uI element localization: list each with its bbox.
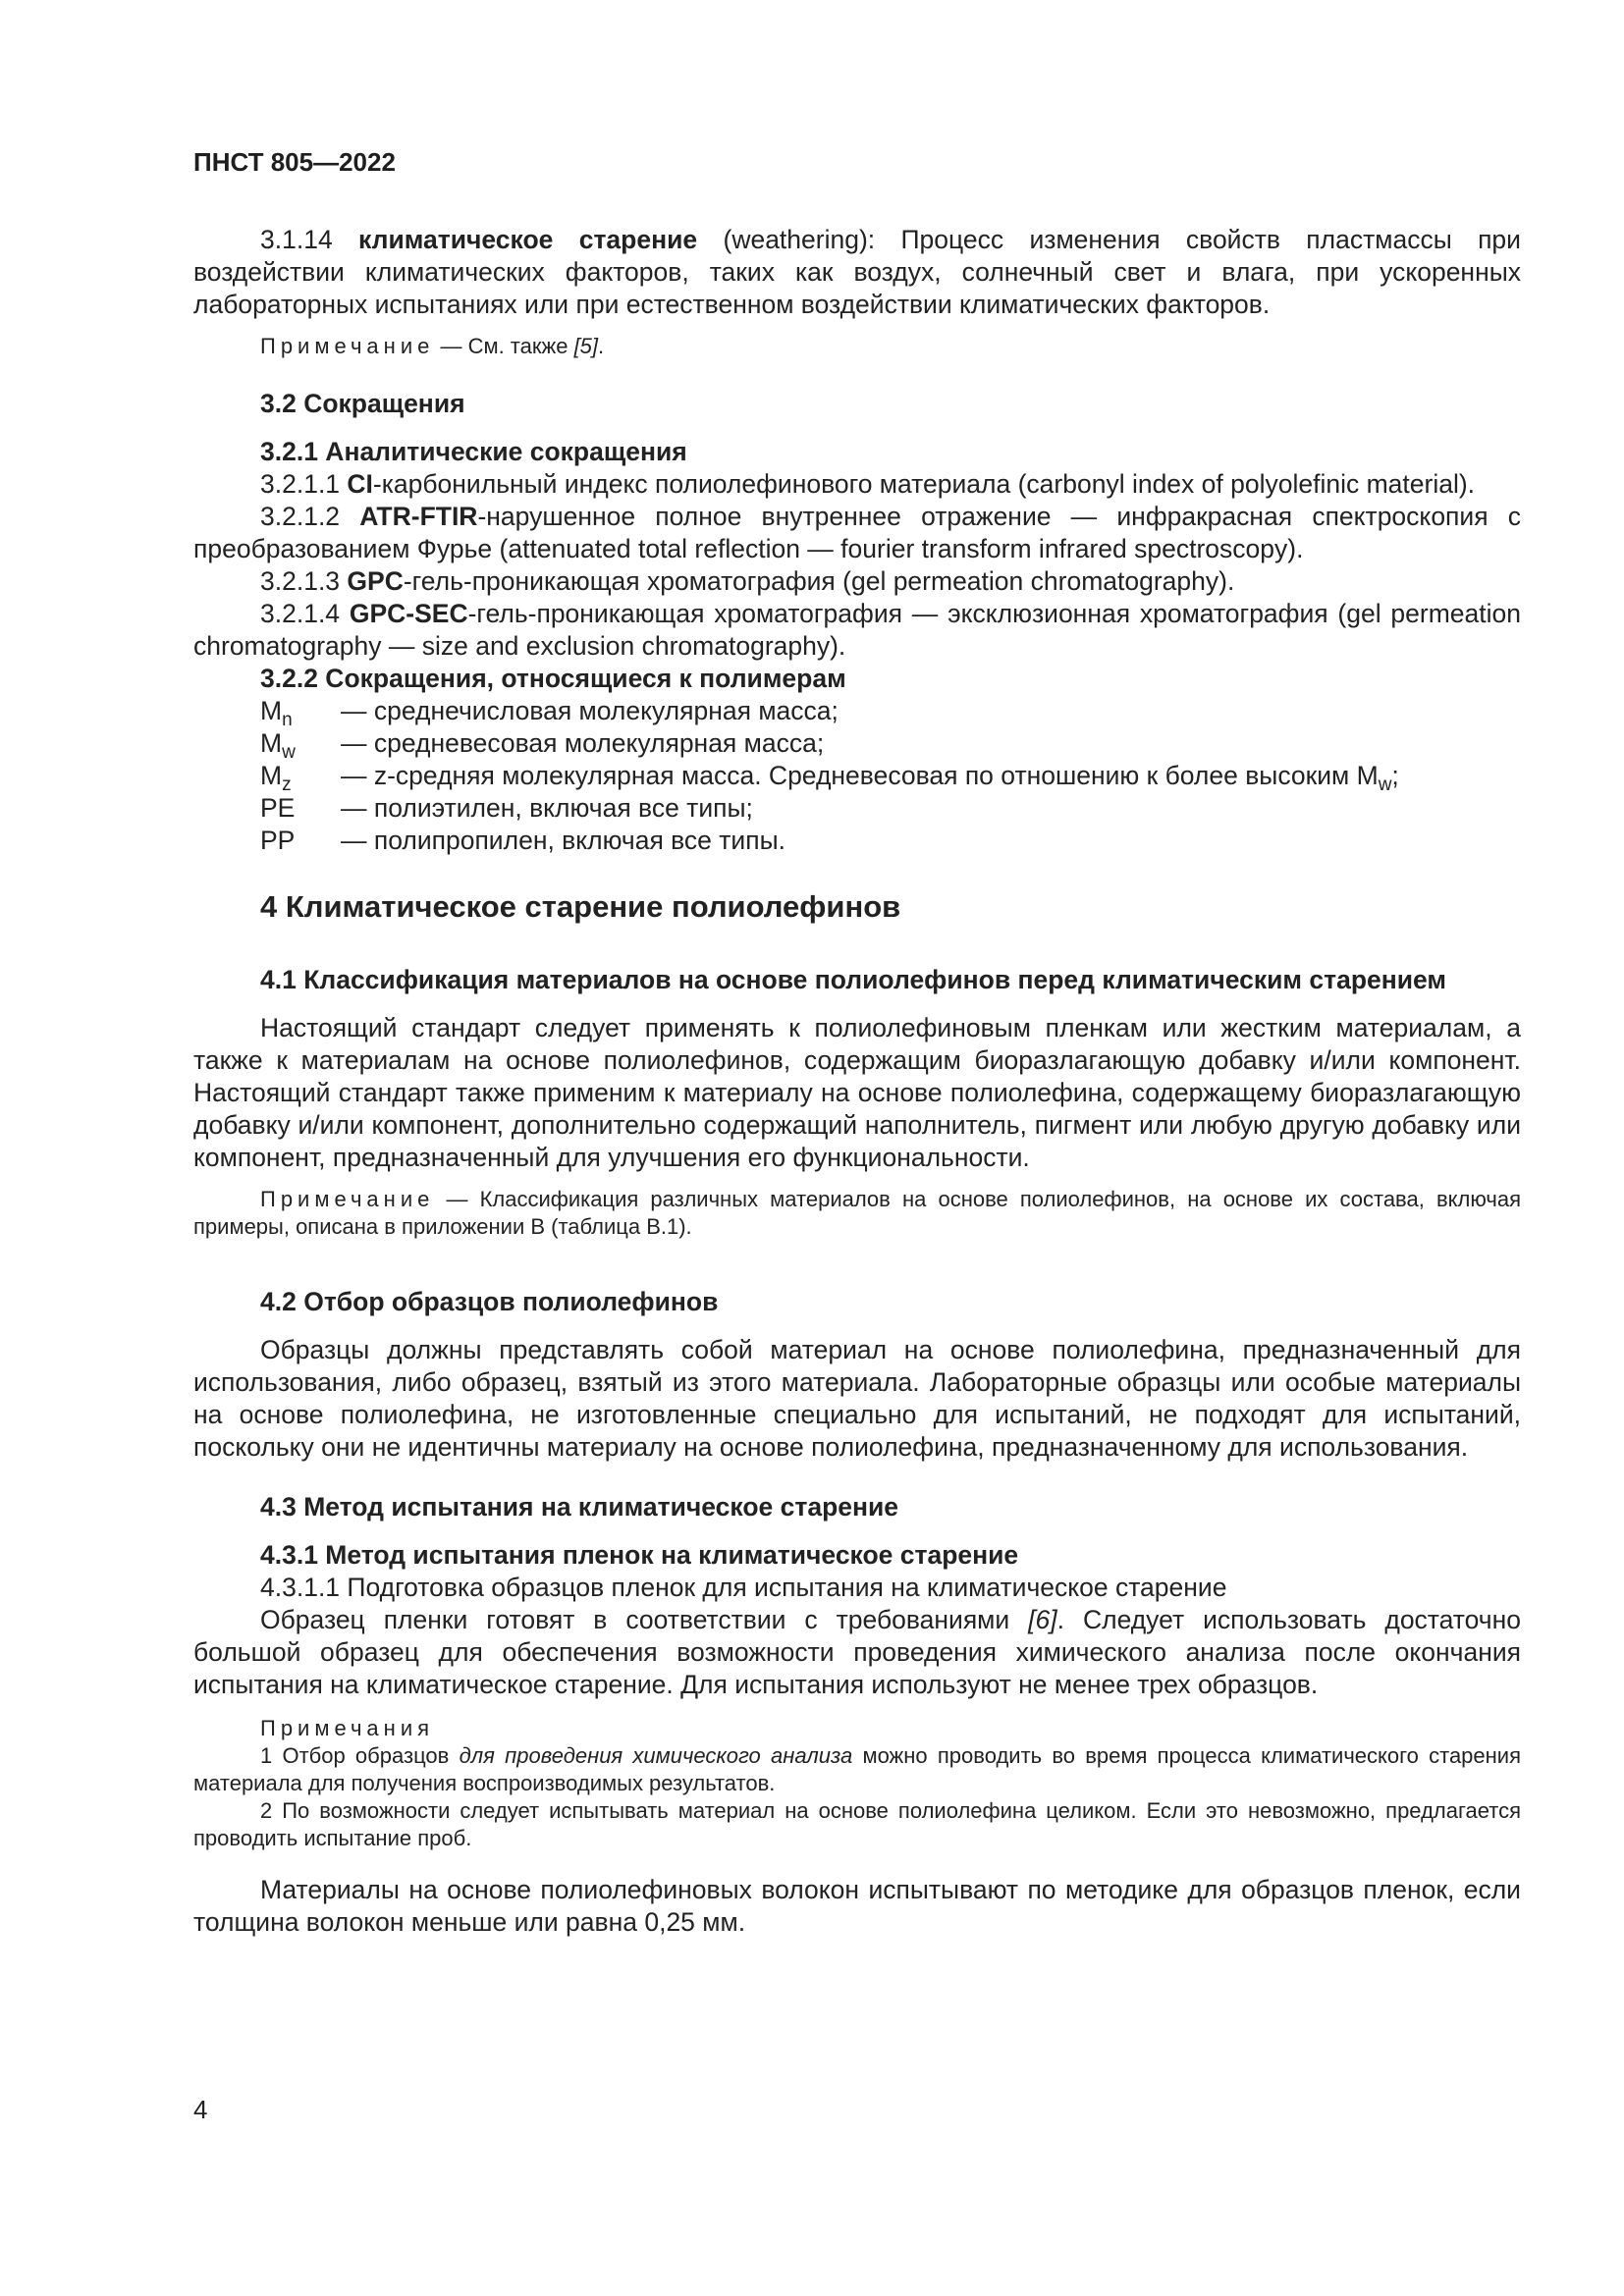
- heading-4-3: 4.3 Метод испытания на климатическое старение: [260, 1492, 899, 1522]
- list-item-main: — z-средняя молекулярная масса. Средневесовая по отношению к более высоким: [341, 761, 1357, 790]
- polymer-abbr-list: [193, 695, 1521, 857]
- symbol: [260, 727, 341, 763]
- page-content: [193, 224, 1521, 1939]
- note-label: Примечание: [260, 334, 435, 358]
- abbr-text: -карбонильный индекс полиолефинового материала (carbonyl index of polyolefinic material).: [372, 469, 1476, 499]
- list-item-text: — среднечисловая молекулярная масса;: [341, 696, 839, 725]
- paragraph-fiber: Материалы на основе полиолефиновых волокон испытывают по методике для образцов пленок, если толщина волокон меньше или равна 0,25 мм.: [193, 1875, 1521, 1937]
- note-end: .: [598, 334, 605, 358]
- heading-4-3-1: 4.3.1 Метод испытания пленок на климатическое старение: [260, 1540, 1019, 1570]
- document-code: ПНСТ 805—2022: [193, 147, 396, 177]
- list-item: [260, 825, 1521, 857]
- tail-end: ;: [1391, 761, 1399, 790]
- abbr: GPC: [347, 566, 404, 596]
- paragraph-4-3-1-1: 4.3.1.1 Подготовка образцов пленок для испытания на климатическое старение: [260, 1573, 1227, 1602]
- abbr-item: [193, 565, 1521, 598]
- symbol: [260, 792, 341, 825]
- abbr: CI: [347, 469, 373, 499]
- abbr-number: 3.2.1.1: [260, 469, 348, 499]
- definition: (weathering): Процесс изменения свойств пластмассы при воздействии климатических факторов, таких как воздух, солнечный свет и влага, при ускоренных лабораторных испытаниях или при естественном воздействии климатических факторов.: [193, 225, 1521, 319]
- note-label: Примечание: [260, 1187, 435, 1211]
- clause-3-1-14: [193, 224, 1521, 321]
- abbr-text: -нарушенное полное внутреннее отражение — инфракрасная спектроскопия с преобразованием Фурье (attenuated total reflection — fourier transform infrared spectroscopy).: [193, 502, 1522, 563]
- list-item-text: — полипропилен, включая все типы.: [341, 826, 785, 855]
- list-item: [260, 760, 1521, 795]
- symbol-sub: n: [282, 710, 293, 730]
- term: климатическое старение: [358, 225, 698, 254]
- heading-4: 4 Климатическое старение полиолефинов: [260, 889, 901, 924]
- list-item: [260, 695, 1521, 730]
- paragraph-4-2: Образцы должны представлять собой материал на основе полиолефина, предназначенный для использования, либо образец, взятый из этого материала. Лабораторные образцы или особые материалы на основе полиолефина, не изготовленные специально для испытаний, не подходят для испытаний, поскольку они не идентичны материалу на основе полиолефина, предназначенному для использования.: [193, 1335, 1521, 1462]
- note-2: 2 По возможности следует испытывать материал на основе полиолефина целиком. Если это невозможно, предлагается проводить испытание проб.: [193, 1798, 1521, 1850]
- symbol-base: M: [260, 761, 283, 790]
- note-4-1: [193, 1186, 1521, 1241]
- note-ref: [5]: [573, 334, 599, 358]
- symbol-base: PP: [260, 826, 296, 855]
- note1-italic: для проведения химического анализа: [459, 1743, 853, 1768]
- symbol: [260, 760, 341, 795]
- abbr-item: [193, 468, 1521, 501]
- symbol: [260, 825, 341, 857]
- paragraph-sample: [193, 1604, 1521, 1701]
- heading-3-2: 3.2 Сокращения: [260, 389, 465, 418]
- symbol: [260, 695, 341, 730]
- list-item-text: — полиэтилен, включая все типы;: [341, 793, 753, 823]
- abbr-item: [193, 598, 1521, 663]
- abbr-item: [193, 501, 1521, 565]
- heading-4-2: 4.2 Отбор образцов полиолефинов: [260, 1287, 719, 1316]
- tail-symbol: M: [1356, 761, 1379, 790]
- abbr: GPC-SEC: [349, 599, 468, 628]
- symbol-base: PE: [260, 793, 296, 823]
- sample-text-b: . Следует использовать достаточно большой образец для обеспечения возможности проведения химического анализа после окончания испытания на климатическое старение. Для испытания используют не менее трех образцов.: [193, 1605, 1521, 1699]
- tail-sub: w: [1378, 774, 1392, 795]
- note-1: [193, 1742, 1521, 1797]
- clause-number: 3.1.14: [260, 225, 333, 254]
- abbr-text: -гель-проникающая хроматография — эксклюзионная хроматография (gel permeation chromatography — size and exclusion chromatography).: [193, 599, 1521, 661]
- abbr-number: 3.2.1.4: [260, 599, 350, 628]
- note-text: — См. также: [434, 334, 574, 358]
- list-item: [260, 727, 1521, 763]
- note1-text-a: 1 Отбор образцов: [260, 1743, 460, 1768]
- list-item-text: [341, 760, 1399, 795]
- symbol-base: M: [260, 728, 283, 758]
- abbr-number: 3.2.1.3: [260, 566, 348, 596]
- abbr: ATR-FTIR: [359, 502, 478, 531]
- symbol-sub: z: [282, 774, 292, 795]
- sample-text-a: Образец пленки готовят в соответствии с требованиями: [260, 1605, 1029, 1634]
- notes-label: Примечания: [260, 1716, 435, 1740]
- note1-text-b: можно проводить во время процесса климатического старения материала для получения воспроизводимых результатов.: [193, 1743, 1522, 1795]
- abbr-number: 3.2.1.2: [260, 502, 360, 531]
- sample-ref: [6]: [1028, 1605, 1057, 1634]
- note-3-1-14: [193, 333, 1521, 360]
- list-item-text: — средневесовая молекулярная масса;: [341, 728, 825, 758]
- heading-4-1: 4.1 Классификация материалов на основе полиолефинов перед климатическим старением: [260, 965, 1447, 994]
- abbr-text: -гель-проникающая хроматография (gel permeation chromatography).: [403, 566, 1235, 596]
- page-number: 4: [193, 2095, 208, 2124]
- note-text: — Классификация различных материалов на основе полиолефинов, на основе их состава, включая примеры, описана в приложении В (таблица В.1).: [193, 1187, 1521, 1239]
- heading-3-2-1: 3.2.1 Аналитические сокращения: [260, 437, 687, 466]
- symbol-sub: w: [282, 742, 296, 763]
- heading-3-2-2: 3.2.2 Сокращения, относящиеся к полимерам: [260, 664, 846, 693]
- list-item: [260, 792, 1521, 825]
- paragraph-4-1: Настоящий стандарт следует применять к полиолефиновым пленкам или жестким материалам, а также к материалам на основе полиолефинов, содержащим биоразлагающую добавку и/или компонент. Настоящий стандарт также применим к материалу на основе полиолефина, содержащему биоразлагающую добавку и/или компонент, дополнительно содержащий наполнитель, пигмент или любую другую добавку или компонент, предназначенный для улучшения его функциональности.: [193, 1013, 1521, 1172]
- symbol-base: M: [260, 696, 283, 725]
